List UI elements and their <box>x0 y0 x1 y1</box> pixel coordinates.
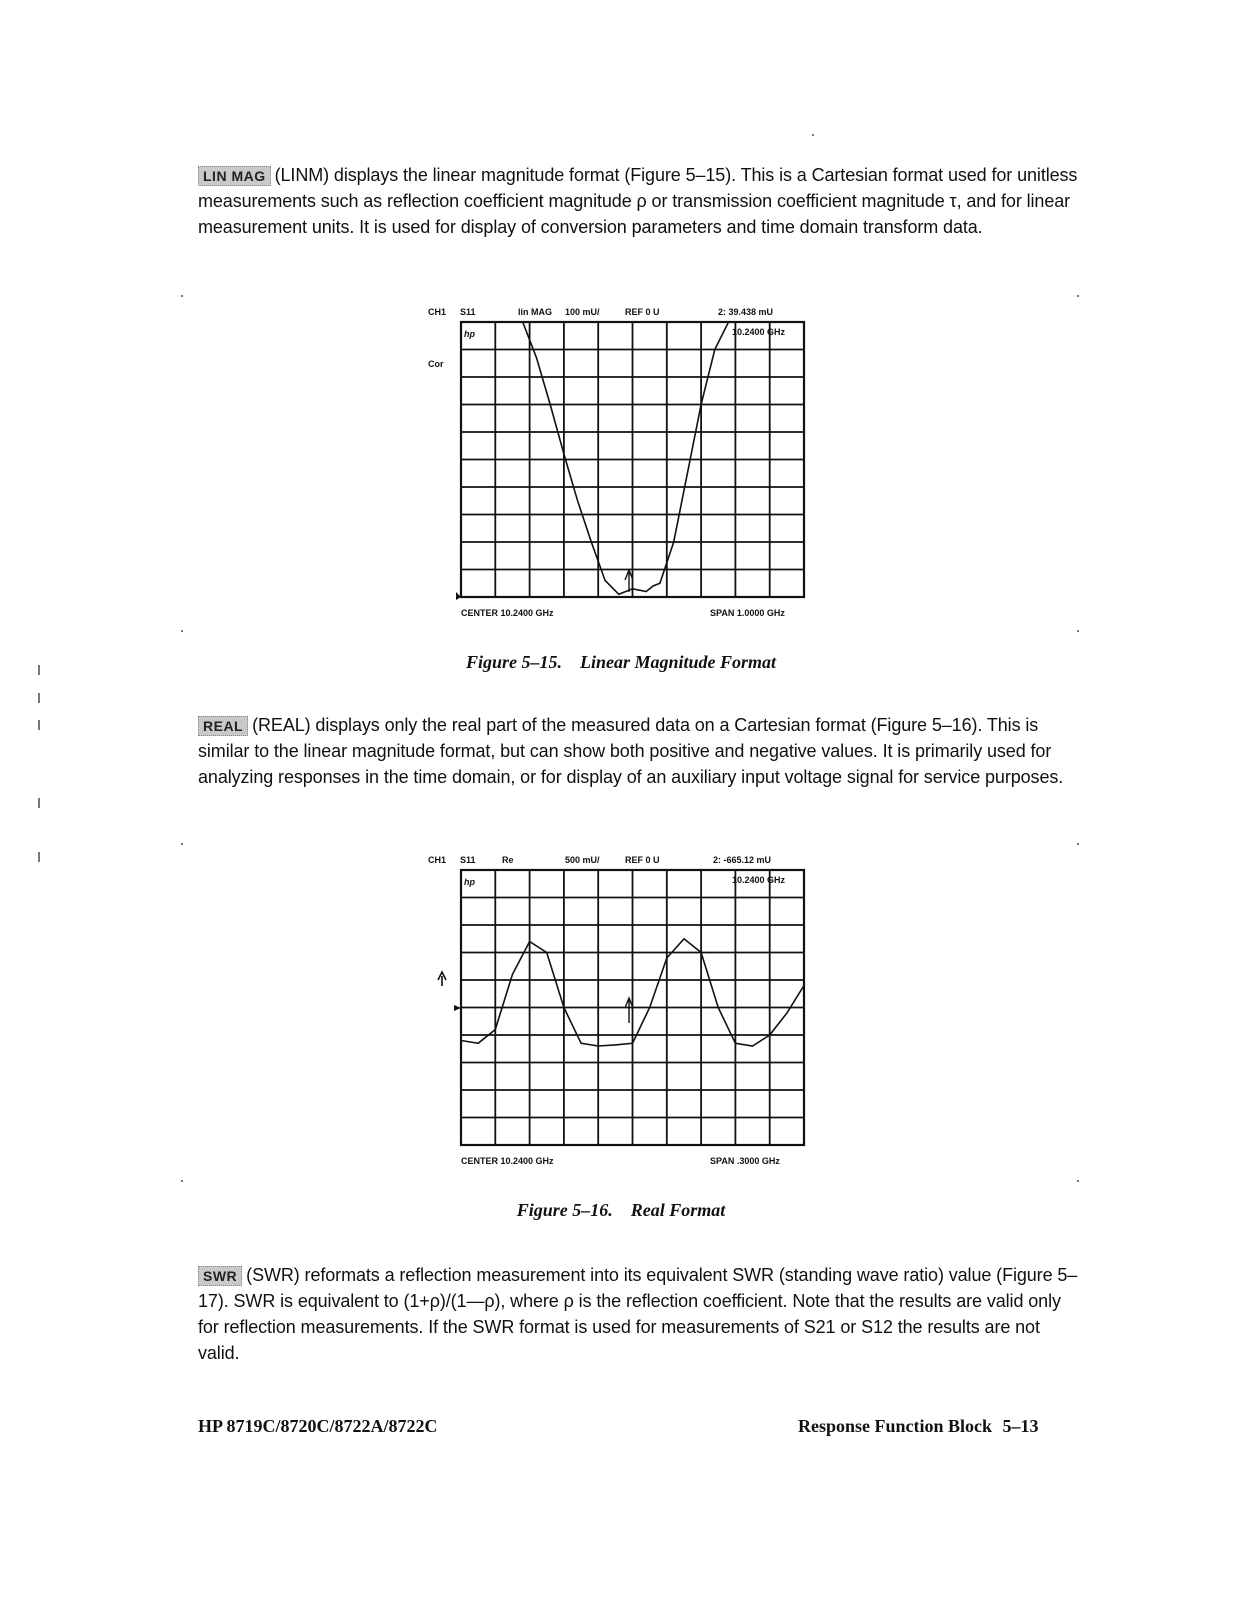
f1-scale-label: 100 mU/ <box>565 307 600 317</box>
footer-section <box>798 1416 1039 1437</box>
scan-speck <box>1077 295 1079 297</box>
figure-5-15-caption <box>0 652 1242 673</box>
real-text: (REAL) displays only the real part of the measured data on a Cartesian format (Figure 5–16). This is similar to the linear magnitude format, but can show both positive and negative values. It is primarily used for analyzing responses in the time domain, or for display of an auxiliary input voltage signal for service purposes. <box>198 715 1064 787</box>
linmag-softkey: LIN MAG <box>198 166 271 186</box>
f1-grid <box>461 322 804 597</box>
f1-hp-logo: hp <box>464 329 475 339</box>
f2-hp-logo: hp <box>464 877 475 887</box>
footer-section-title: Response Function Block <box>798 1416 993 1436</box>
scan-speck <box>181 630 183 632</box>
figure-5-15 <box>420 300 820 625</box>
scan-speck <box>1077 630 1079 632</box>
real-softkey: REAL <box>198 716 248 736</box>
scan-speck <box>38 720 40 730</box>
footer-model: HP 8719C/8720C/8722A/8722C <box>198 1416 438 1436</box>
f1-span-label: SPAN 1.0000 GHz <box>710 608 785 618</box>
f1-param-label: S11 <box>460 307 476 317</box>
figure-5-16 <box>420 848 820 1173</box>
f2-scale-label: 500 mU/ <box>565 855 600 865</box>
f2-span-label: SPAN .3000 GHz <box>710 1156 780 1166</box>
linmag-text: (LINM) displays the linear magnitude format (Figure 5–15). This is a Cartesian format used for unitless measurements such as reflection coefficient magnitude ρ or transmission coefficient magnitude τ, and for linear measurement units. It is used for display of conversion parameters and time domain transform data. <box>198 165 1078 237</box>
f1-center-label: CENTER 10.2400 GHz <box>461 608 554 618</box>
f1-channel-label: CH1 <box>428 307 447 317</box>
scan-speck <box>38 693 40 703</box>
scan-speck <box>181 1180 183 1182</box>
swr-text: (SWR) reformats a reflection measurement into its equivalent SWR (standing wave ratio) value (Figure 5–17). SWR is equivalent to (1+ρ)/(1—ρ), where ρ is the reflection coefficient. Note that the results are valid only for reflection measurements. If the SWR format is used for measurements of S21 or S12 the results are not valid. <box>198 1265 1078 1363</box>
linmag-paragraph <box>198 162 1078 240</box>
f1-caption-title: Linear Magnitude Format <box>579 652 777 672</box>
swr-softkey: SWR <box>198 1266 242 1286</box>
f1-caption-number: Figure 5–15. <box>465 652 562 672</box>
swr-paragraph <box>198 1262 1078 1366</box>
f2-ref-label: REF 0 U <box>625 855 660 865</box>
scan-speck <box>38 798 40 808</box>
scan-speck <box>812 134 814 136</box>
footer-page-number: 5–13 <box>1002 1416 1039 1436</box>
f2-caption-number: Figure 5–16. <box>516 1200 613 1220</box>
real-paragraph <box>198 712 1078 790</box>
f1-marker-value: 2: 39.438 mU <box>718 307 774 317</box>
f2-format-label: Re <box>502 855 514 865</box>
scan-speck <box>38 852 40 862</box>
f2-marker-freq: 10.2400 GHz <box>732 875 786 885</box>
scan-speck <box>181 843 183 845</box>
f1-cor-label: Cor <box>428 359 444 369</box>
f1-ref-label: REF 0 U <box>625 307 660 317</box>
figure-5-16-caption <box>0 1200 1242 1221</box>
f2-center-label: CENTER 10.2400 GHz <box>461 1156 554 1166</box>
f1-marker-freq: 10.2400 GHz <box>732 327 786 337</box>
f1-format-label: lin MAG <box>518 307 552 317</box>
f2-param-label: S11 <box>460 855 476 865</box>
f2-caption-title: Real Format <box>630 1200 726 1220</box>
f2-channel-label: CH1 <box>428 855 447 865</box>
scan-speck <box>1077 843 1079 845</box>
f2-marker-value: 2: -665.12 mU <box>713 855 772 865</box>
scan-speck <box>38 665 40 675</box>
scan-speck <box>1077 1180 1079 1182</box>
f2-up-arrow-icon <box>438 972 446 986</box>
scan-speck <box>181 295 183 297</box>
